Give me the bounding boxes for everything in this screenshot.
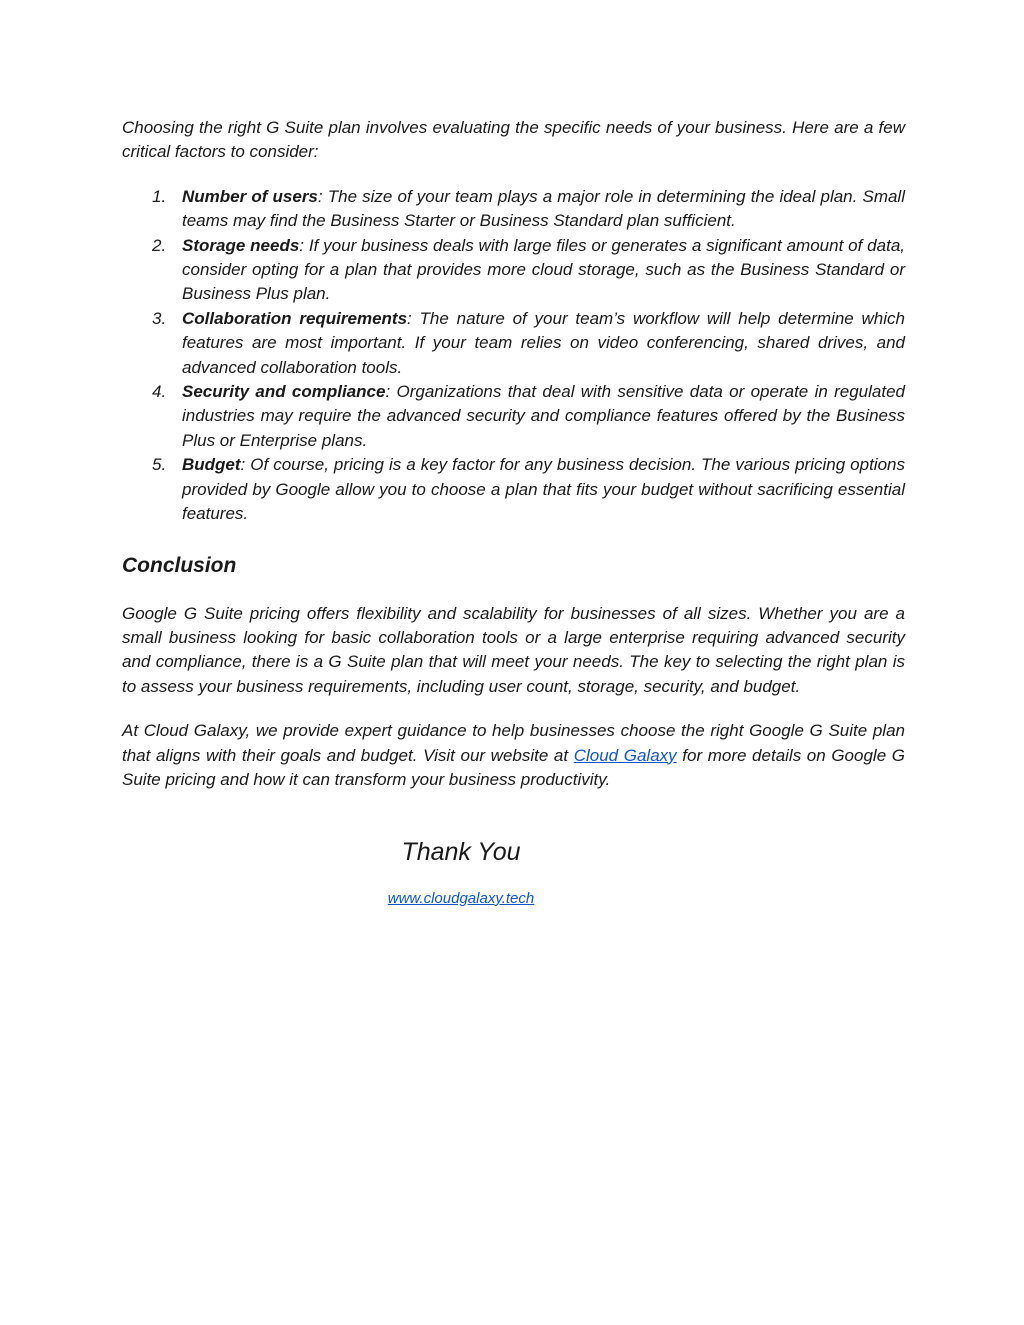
document-body — [122, 116, 905, 812]
paragraph-text: for more details on Google G Suite pricing and how it can transform your business productivity. — [122, 745, 905, 789]
list-item-text: : The size of your team plays a major role in determining the ideal plan. Small teams may find the Business Starter or Business Standard plan sufficient. — [182, 186, 905, 231]
list-item-title: Budget — [182, 455, 241, 475]
conclusion-heading: Conclusion — [122, 553, 237, 577]
list-item-title: Storage needs — [182, 235, 300, 255]
list-number: 2. — [152, 235, 167, 255]
thank-you-heading: Thank You — [401, 838, 521, 866]
list-item-text: : Organizations that deal with sensitive data or operate in regulated industries may require the advanced security and compliance features offered by the Business Plus or Enterprise plans. — [182, 382, 905, 450]
factors-list — [122, 185, 905, 527]
conclusion-paragraph: Google G Suite pricing offers flexibility and scalability for businesses of all sizes. Whether you are a small business looking for basic collaboration tools or a large enterprise requiring advanced security and compliance, there is a G Suite plan that will meet your needs. The key to selecting the right plan is to assess your business requirements, including user count, storage, security, and budget. — [122, 603, 905, 696]
list-number: 3. — [152, 308, 167, 328]
list-item-text: : If your business deals with large files or generates a significant amount of data, consider opting for a plan that provides more cloud storage, such as the Business Standard or Business Plus plan. — [182, 235, 905, 304]
cloud-galaxy-link[interactable]: Cloud Galaxy — [573, 745, 677, 765]
paragraph-text: At Cloud Galaxy, we provide expert guidance to help businesses choose the right Google G Suite plan that aligns with their goals and budget. Visit our website at — [122, 721, 905, 765]
list-item-title: Security and compliance — [182, 382, 386, 402]
list-item-budget — [122, 453, 905, 526]
list-item-title: Number of users — [182, 186, 318, 206]
cloud-galaxy-paragraph — [122, 719, 905, 792]
list-item-text: : The nature of your team’s workflow will help determine which features are most important. If your team relies on video conferencing, shared drives, and advanced collaboration tools. — [182, 308, 905, 377]
website-link-wrapper — [0, 889, 922, 909]
list-item-storage-needs — [122, 234, 905, 307]
list-item-collaboration-requirements — [122, 307, 905, 380]
list-item-text: : Of course, pricing is a key factor for any business decision. The various pricing options provided by Google allow you to choose a plan that fits your budget without sacrificing essential features. — [182, 455, 905, 524]
list-number: 5. — [152, 455, 167, 475]
intro-paragraph: Choosing the right G Suite plan involves evaluating the specific needs of your business. Here are a few critical factors to consider: — [122, 118, 905, 162]
list-item-number-of-users — [122, 185, 905, 234]
list-item-title: Collaboration requirements — [182, 308, 408, 328]
list-number: 4. — [152, 382, 167, 402]
website-link[interactable]: www.cloudgalaxy.tech — [387, 890, 535, 907]
list-number: 1. — [152, 186, 167, 206]
list-item-security-and-compliance — [122, 380, 905, 453]
